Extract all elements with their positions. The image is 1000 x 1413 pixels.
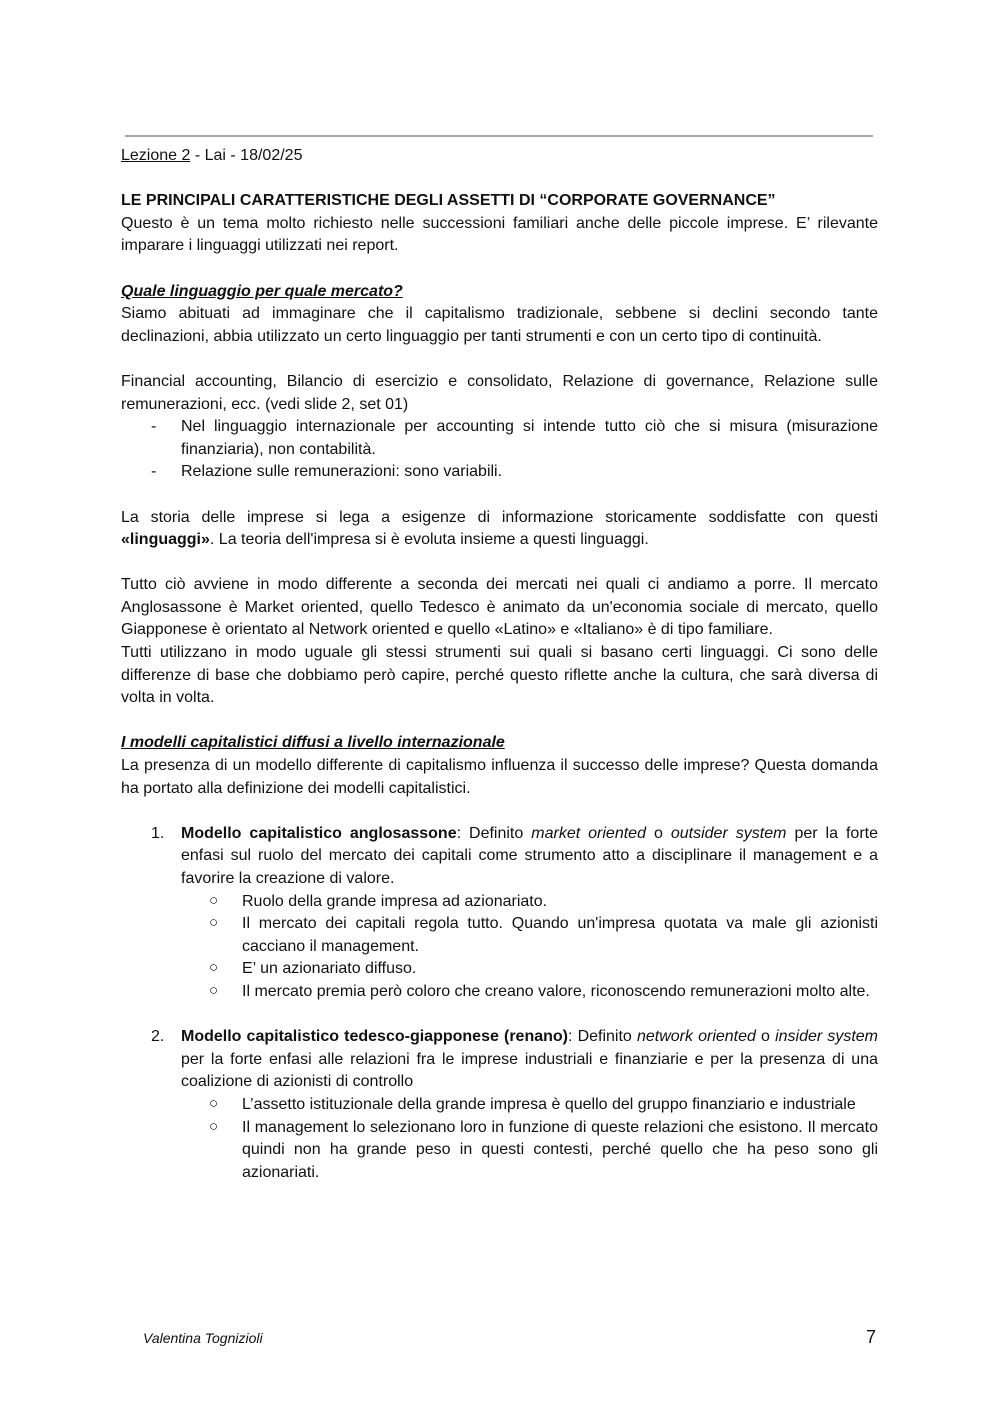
page-content	[121, 145, 878, 1184]
circle-bullet-icon: ○	[209, 1117, 219, 1135]
list-item: ○ Il mercato premia però coloro che creano valore, riconoscendo remunerazioni molto alte.	[181, 981, 878, 1004]
language-heading: Quale linguaggio per quale mercato?	[121, 282, 403, 300]
lesson-link[interactable]: Lezione 2	[121, 147, 191, 164]
list-item: ○ Il mercato dei capitali regola tutto. Quando un'impresa quotata va male gli azionisti cacciano il management.	[209, 914, 878, 955]
list-item: ○ E’ un azionariato diffuso.	[181, 958, 878, 981]
section-title: LE PRINCIPALI CARATTERISTICHE DEGLI ASSETTI DI “CORPORATE GOVERNANCE”	[121, 192, 776, 210]
model-item: 2. Modello capitalistico tedesco-giapponese (renano): Definito network oriented o insider system per la forte enfasi alle relazioni fra le imprese industriali e finanziarie e per la presenza di una coalizione di azionisti di controllo ○ L’assetto istituzionale della grande impresa è quello del gruppo finanziario e industriale ○ Il management lo selezionano loro in funzione di queste relazioni che esistono. Il mercato quindi non ha grande peso in questi contesti, perché quello che ha peso sono gli azionariati.	[121, 1026, 878, 1184]
list-item: - Nel linguaggio internazionale per accounting si intende tutto ciò che si misura (misurazione finanziaria), non contabilità.	[151, 418, 878, 458]
dash-marker: -	[151, 418, 157, 436]
models-list	[121, 823, 878, 1185]
circle-bullet-icon: ○	[209, 959, 219, 977]
list-item: ○ Ruolo della grande impresa ad azionariato.	[181, 891, 878, 914]
dash-marker: -	[151, 463, 157, 481]
page-number: 7	[866, 1327, 877, 1347]
paragraph-capitalism: Siamo abituati ad immaginare che il capitalismo tradizionale, sebbene si declini secondo tante declinazioni, abbia utilizzato un certo linguaggio per tanti strumenti e con un certo tipo di continuità.	[121, 305, 878, 345]
circle-bullet-icon: ○	[209, 914, 219, 932]
model-item: 1. Modello capitalistico anglosassone: Definito market oriented o outsider system per la forte enfasi sul ruolo del mercato dei capitali come strumento atto a disciplinare il management e a favorire la creazione di valore. ○ Ruolo della grande impresa ad azionariato. ○ Il mercato dei capitali regola tutto. Quando un'impresa quotata va male gli azionisti cacciano il management. ○ E’ un azionariato diffuso. ○ Il mercato premia però coloro che creano valore, riconoscendo remunerazioni molto alte.	[121, 823, 878, 1026]
lesson-header	[121, 145, 878, 168]
circle-bullet-icon: ○	[209, 1094, 219, 1112]
dash-list	[121, 416, 878, 484]
footer-author: Valentina Tognizioli	[143, 1330, 263, 1346]
list-item: ○ L’assetto istituzionale della grande impresa è quello del gruppo finanziario e industriale	[181, 1094, 878, 1117]
paragraph-markets: Tutto ciò avviene in modo differente a seconda dei mercati nei quali ci andiamo a porre. Il mercato Anglosassone è Market oriented, quello Tedesco è animato da un'economia sociale di mercato, quello Giapponese è orientato al Network oriented e quello «Latino» e «Italiano» è di tipo familiare.	[121, 576, 878, 639]
paragraph-history: La storia delle imprese si lega a esigenze di informazione storicamente soddisfatte con questi «linguaggi». La teoria dell'impresa si è evoluta insieme a questi linguaggi.	[121, 508, 878, 549]
header-rule	[125, 135, 873, 137]
list-item: ○ Il management lo selezionano loro in funzione di queste relazioni che esistono. Il mercato quindi non ha grande peso in questi contesti, perché quello che ha peso sono gli azionariati.	[209, 1117, 878, 1181]
model-points	[181, 1094, 878, 1184]
circle-bullet-icon: ○	[209, 891, 219, 909]
model-points	[181, 891, 878, 1004]
circle-bullet-icon: ○	[209, 981, 219, 999]
section-intro: Questo è un tema molto richiesto nelle successioni familiari anche delle piccole imprese. E’ rilevante imparare i linguaggi utilizzati nei report.	[121, 214, 878, 255]
paragraph-models-intro: La presenza di un modello differente di capitalismo influenza il successo delle imprese? Questa domanda ha portato alla definizione dei modelli capitalistici.	[121, 757, 878, 797]
model-number: 1.	[151, 824, 165, 842]
lesson-meta: - Lai - 18/02/25	[190, 147, 303, 164]
list-item: - Relazione sulle remunerazioni: sono variabili.	[121, 461, 878, 484]
paragraph-accounting: Financial accounting, Bilancio di esercizio e consolidato, Relazione di governance, Relazione sulle remunerazioni, ecc. (vedi slide 2, set 01)	[121, 372, 878, 413]
paragraph-differences: Tutti utilizzano in modo uguale gli stessi strumenti sui quali si basano certi linguaggi. Ci sono delle differenze di base che dobbiamo però capire, perché questo riflette anche la cultura, che sarà diversa di volta in volta.	[121, 644, 878, 707]
model-number: 2.	[151, 1028, 165, 1046]
models-heading: I modelli capitalistici diffusi a livello internazionale	[121, 734, 505, 752]
